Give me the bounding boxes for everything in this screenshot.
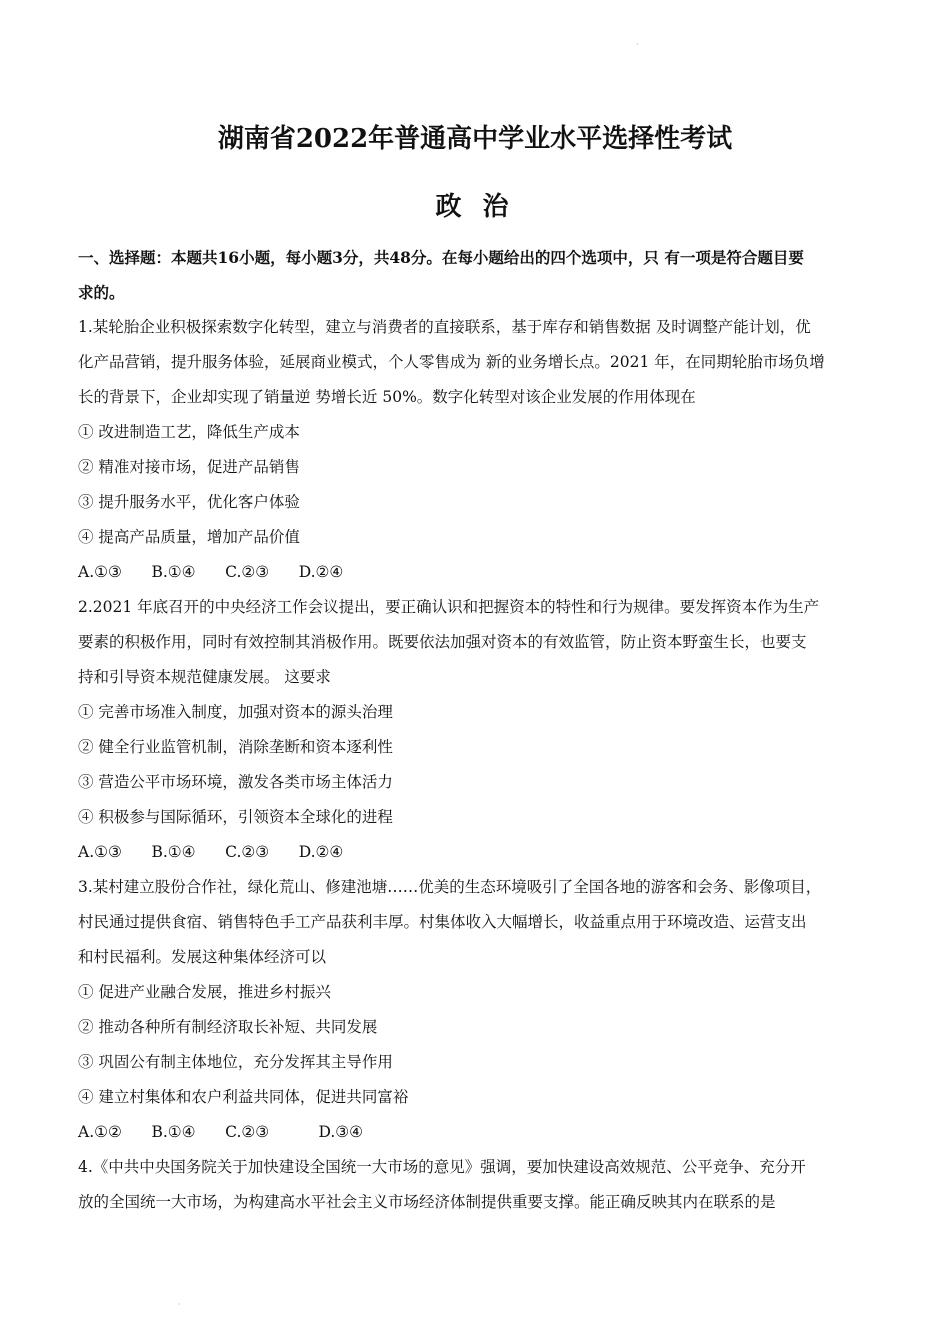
answer-options: A.①③ B.①④ C.②③ D.②④ (78, 843, 344, 861)
statement-item: ② 推动各种所有制经济取长补短、共同发展 (78, 1018, 378, 1036)
answer-options: A.①② B.①④ C.②③ D.③④ (78, 1123, 364, 1141)
speck: · (178, 1300, 181, 1309)
question-stem-line: 2.2021 年底召开的中央经济工作会议提出，要正确认识和把握资本的特性和行为规律。要发挥资本作为生产 (78, 598, 820, 616)
question-stem-line: 要素的积极作用，同时有效控制其消极作用。既要依法加强对资本的有效监管，防止资本野蛮生长，也要支 (78, 633, 807, 651)
statement-item: ④ 积极参与国际循环，引领资本全球化的进程 (78, 808, 393, 826)
speck: · (636, 40, 639, 49)
question-stem-line: 放的全国统一大市场，为构建高水平社会主义市场经济体制提供重要支撑。能正确反映其内在联系的是 (78, 1193, 776, 1211)
question-stem-line: 和村民福利。发展这种集体经济可以 (78, 948, 327, 966)
section-heading-line-1: 一、选择题：本题共16小题，每小题3分，共48分。在每小题给出的四个选项中，只 有一项是符合题目要 (78, 248, 804, 267)
statement-item: ② 精准对接市场，促进产品销售 (78, 458, 300, 476)
statement-item: ③ 巩固公有制主体地位，充分发挥其主导作用 (78, 1053, 393, 1071)
question-stem-line: 村民通过提供食宿、销售特色手工产品获利丰厚。村集体收入大幅增长，收益重点用于环境改造、运营支出 (78, 913, 807, 931)
question-4 (78, 1150, 878, 1220)
statement-item: ① 改进制造工艺，降低生产成本 (78, 423, 300, 441)
statement-item: ④ 提高产品质量，增加产品价值 (78, 528, 300, 546)
statement-item: ③ 营造公平市场环境，激发各类市场主体活力 (78, 773, 393, 791)
statement-item: ① 促进产业融合发展，推进乡村振兴 (78, 983, 331, 1001)
question-stem-line: 持和引导资本规范健康发展。 这要求 (78, 668, 331, 686)
exam-title: 湖南省2022年普通高中学业水平选择性考试 (217, 124, 733, 154)
question-3 (78, 870, 878, 1150)
question-stem-line: 化产品营销，提升服务体验，延展商业模式，个人零售成为 新的业务增长点。2021 年，在同期轮胎市场负增 (78, 353, 825, 371)
statement-item: ② 健全行业监管机制，消除垄断和资本逐利性 (78, 738, 393, 756)
exam-body (78, 240, 878, 1220)
subject-title: 政 治 (435, 192, 515, 222)
statement-item: ③ 提升服务水平，优化客户体验 (78, 493, 300, 511)
answer-options: A.①③ B.①④ C.②③ D.②④ (78, 563, 344, 581)
question-2 (78, 590, 878, 870)
question-stem-line: 3.某村建立股份合作社，绿化荒山、修建池塘……优美的生态环境吸引了全国各地的游客和会务、影像项目， (78, 878, 822, 896)
question-stem-line: 1.某轮胎企业积极探索数字化转型，建立与消费者的直接联系，基于库存和销售数据 及时调整产能计划，优 (78, 318, 811, 336)
statement-item: ① 完善市场准入制度，加强对资本的源头治理 (78, 703, 393, 721)
statement-item: ④ 建立村集体和农户利益共同体，促进共同富裕 (78, 1088, 409, 1106)
section-heading-line-2: 求的。 (78, 283, 125, 302)
question-stem-line: 长的背景下，企业却实现了销量逆 势增长近 50%。数字化转型对该企业发展的作用体现在 (78, 388, 696, 406)
question-stem-line: 4.《中共中央国务院关于加快建设全国统一大市场的意见》强调，要加快建设高效规范、公平竞争、充分开 (78, 1158, 806, 1176)
question-1 (78, 310, 878, 590)
